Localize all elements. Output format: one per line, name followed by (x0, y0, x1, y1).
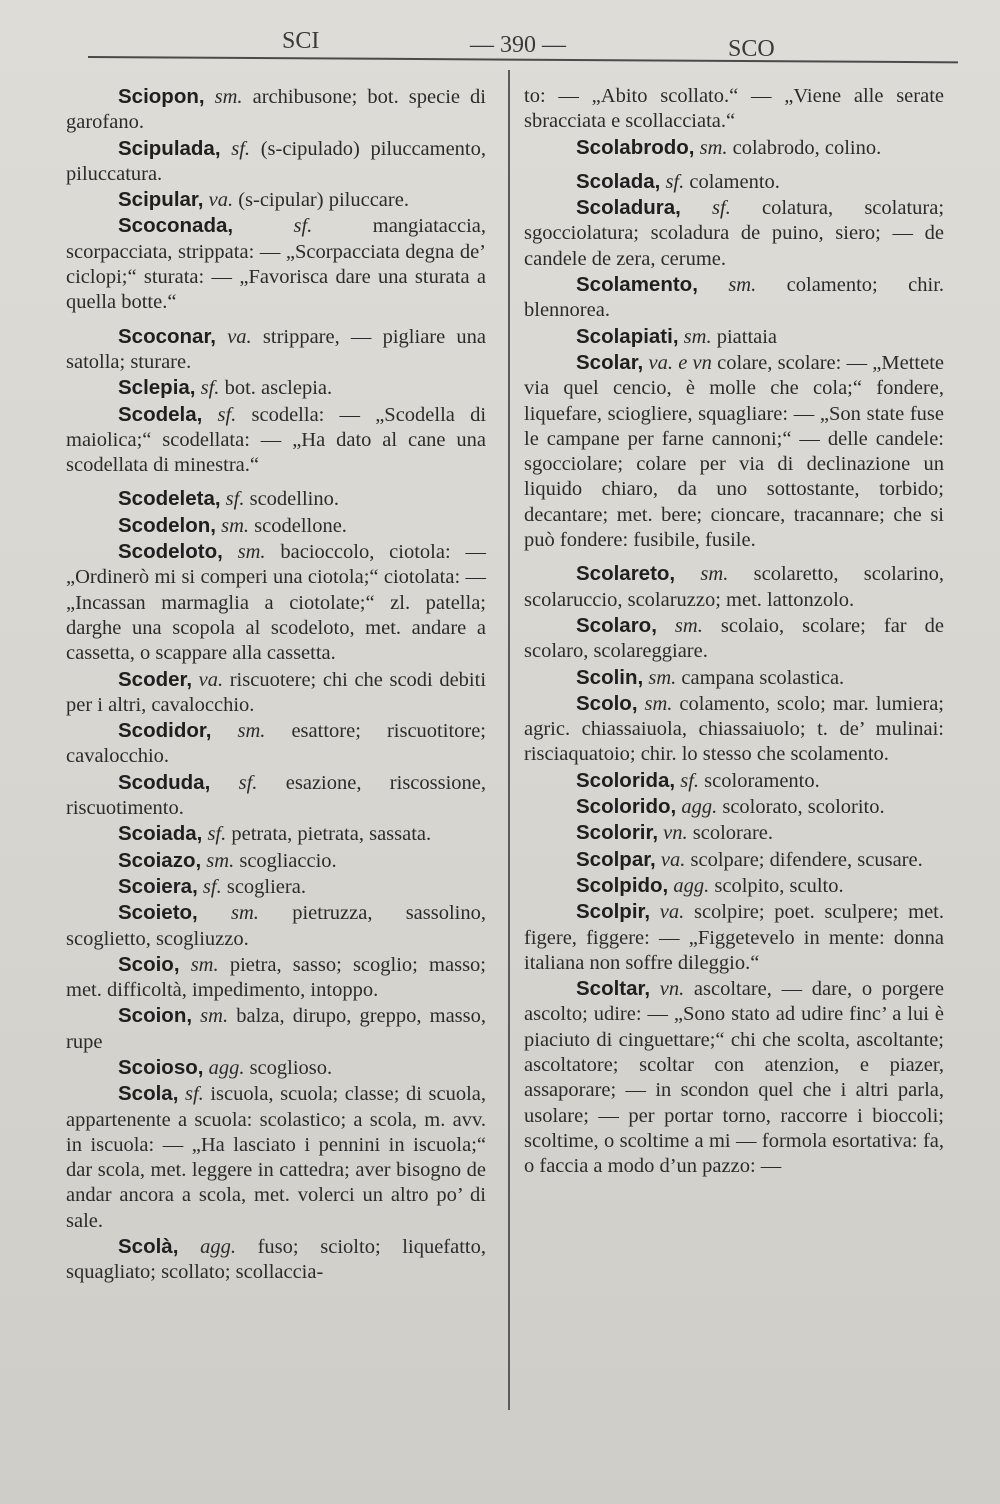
page-number: — 390 — (470, 32, 566, 58)
dictionary-entry (524, 976, 944, 1179)
dictionary-entry (524, 324, 944, 350)
entry-headword: Scolorir, (576, 821, 659, 845)
entry-definition: pietra, sasso; scoglio; masso; met. difficoltà, impedimento, intoppo. (66, 953, 486, 1002)
entry-grammar-abbrev: sm. (190, 953, 219, 976)
entry-definition: fuso; sciolto; liquefatto, squagliato; scollato; scollaccia- (66, 1236, 486, 1284)
entry-definition: (s-cipulado) piluccamento, piluccatura. (66, 137, 487, 185)
entry-headword: Scoder, (118, 667, 193, 691)
dictionary-entry (66, 1055, 486, 1081)
entry-definition: pietruzza, sassolino, scoglietto, scogliuzzo. (66, 902, 487, 950)
running-head-right: SCO (728, 36, 775, 62)
entry-definition: colamento, scolo; mar. lumiera; agric. chiassaiuola, chiassaiuolo; t. de’ mulinai: risciaquatoio; chir. lo stesso che scolamento. (524, 692, 944, 766)
entry-headword: Scolabrodo, (576, 135, 695, 159)
dictionary-entry (524, 873, 944, 899)
dictionary-entry (66, 952, 486, 1004)
dictionary-entry (524, 691, 944, 768)
entry-grammar-abbrev: sm. (674, 614, 703, 637)
entry-definition: riscuotere; chi che scodi debiti per i altri, cavalocchio. (66, 668, 487, 716)
entry-grammar-abbrev: sf. (680, 769, 700, 792)
dictionary-entry (524, 665, 944, 691)
entry-grammar-abbrev: sf. (184, 1083, 204, 1106)
entry-headword: Scolorida, (576, 768, 676, 792)
entry-grammar-abbrev: sm. (644, 692, 673, 715)
entry-grammar-abbrev: sm. (648, 666, 677, 689)
entry-headword: Scolapiati, (576, 324, 679, 348)
entry-grammar-abbrev: agg. (681, 796, 718, 819)
entry-headword: Scoiada, (118, 822, 203, 846)
entry-definition: esazione, riscossione, riscuotimento. (66, 771, 487, 820)
running-head-left: SCI (282, 28, 320, 54)
entry-grammar-abbrev: va. (659, 901, 685, 924)
entry-headword: Scoiazo, (118, 848, 202, 872)
dictionary-entry (66, 486, 486, 512)
entry-grammar-abbrev: va. e vn (648, 351, 712, 374)
entry-headword: Sciopon, (118, 85, 205, 108)
entry-grammar-abbrev: agg. (208, 1056, 245, 1079)
dictionary-entry (66, 821, 486, 847)
dictionary-entry (524, 169, 944, 195)
dictionary-entry (66, 375, 486, 401)
entry-definition: esattore; riscuotitore; cavalocchio. (66, 720, 487, 768)
dictionary-entry (524, 613, 944, 665)
entry-definition: scolpare; difendere, scusare. (690, 848, 923, 871)
dictionary-entry (524, 794, 944, 820)
entry-grammar-abbrev: sm. (699, 136, 728, 159)
entry-definition: (s-cipular) piluccare. (238, 189, 409, 212)
entry-headword: Scolpir, (576, 900, 651, 924)
entry-grammar-abbrev: sm. (231, 902, 259, 925)
entry-grammar-abbrev: sf. (293, 215, 313, 238)
right-column (524, 84, 944, 1179)
entry-grammar-abbrev: sm. (237, 541, 266, 564)
entry-headword: Scodeloto, (118, 540, 223, 564)
entry-definition: ascoltare, — dare, o porgere ascolto; udire: — „Sono stato ad udire finc’ a lui è piaciuto di cinguettare;“ chi che scolta, ascoltante; ascoltatore; scoltar con atenzion, e piazer, assaporare; — in scondon quel che i altri parla, usolare; — per portar torno, raccorre i bioccoli; scoltime, o scoltime a mi — formola esortativa: fa, o faccia a modo d’un pazzo: — (524, 978, 944, 1178)
entry-headword: Scola, (118, 1082, 179, 1106)
dictionary-entry (66, 324, 486, 376)
dictionary-entry (66, 1234, 486, 1286)
dictionary-entry (524, 820, 944, 846)
entry-grammar-abbrev: va. (208, 189, 234, 212)
entry-definition: balza, dirupo, greppo, masso, rupe (66, 1005, 487, 1053)
entry-grammar-abbrev: vn. (659, 978, 685, 1001)
entry-definition: strippare, — pigliare una satolla; sturare. (66, 325, 487, 373)
entry-grammar-abbrev: va. (227, 325, 252, 348)
dictionary-entry (524, 195, 944, 272)
dictionary-entry (524, 135, 944, 161)
dictionary-entry (524, 84, 944, 135)
entry-grammar-abbrev: sf. (217, 403, 237, 426)
entry-grammar-abbrev: sm. (700, 563, 729, 586)
dictionary-entry (524, 847, 944, 873)
entry-grammar-abbrev: sm. (206, 849, 235, 872)
entry-headword: Scolpido, (576, 873, 669, 897)
entry-grammar-abbrev: sf. (665, 170, 685, 193)
entry-definition: mangiataccia, scorpacciata, strippata: — „Scorpacciata degna de’ ciclopi;“ sturata: — „Favorisca dare una sturata a quella botte.“ (66, 215, 487, 314)
entry-headword: Scolo, (576, 691, 638, 715)
entry-definition: colatura, scolatura; sgocciolatura; scoladura de puino, siero; — de candele de zera, cerume. (524, 197, 945, 270)
dictionary-entry (524, 768, 944, 794)
entry-definition: scogliaccio. (239, 849, 337, 872)
entry-headword: Scoion, (118, 1004, 193, 1028)
dictionary-entry (66, 874, 486, 900)
entry-grammar-abbrev: vn. (663, 822, 688, 845)
entry-headword: Scodela, (118, 402, 203, 426)
dictionary-entry (66, 187, 486, 213)
entry-grammar-abbrev: sf. (231, 137, 251, 160)
entry-definition: scolorare. (692, 822, 774, 845)
entry-definition: scoloramento. (704, 769, 820, 792)
dictionary-entry (66, 513, 486, 539)
entry-definition: scolpito, sculto. (714, 874, 844, 897)
entry-headword: Scipulada, (118, 136, 221, 160)
entry-headword: Scoconada, (118, 214, 234, 238)
entry-grammar-abbrev: agg. (673, 874, 710, 897)
entry-grammar-abbrev: va. (198, 668, 224, 691)
entry-grammar-abbrev: sm. (200, 1005, 229, 1028)
entry-definition: piattaia (716, 325, 778, 348)
dictionary-entry (66, 539, 486, 666)
entry-headword: Scoiera, (118, 874, 198, 898)
entry-headword: Sclepia, (118, 376, 196, 400)
entry-headword: Scoltar, (576, 977, 651, 1001)
entry-headword: Scolorido, (576, 795, 677, 819)
entry-headword: Scolada, (576, 169, 661, 193)
entry-definition: colabrodo, colino. (732, 136, 882, 159)
entry-definition: campana scolastica. (681, 666, 845, 689)
dictionary-entry (66, 667, 486, 719)
entry-grammar-abbrev: sf. (712, 197, 731, 220)
dictionary-entry (66, 900, 486, 952)
entry-grammar-abbrev: sf. (207, 823, 227, 846)
entry-definition: scodella: — „Scodella di maiolica;“ scodellata: — „Ha dato al cane una scodellata di minestra.“ (66, 403, 487, 477)
left-column (66, 84, 486, 1286)
dictionary-entry (66, 770, 486, 822)
entry-definition: scolaretto, scolarino, scolaruccio, scolaruzzo; met. lattonzolo. (524, 563, 945, 611)
entry-grammar-abbrev: sf. (200, 377, 220, 400)
entry-definition: colamento. (689, 170, 780, 193)
entry-grammar-abbrev: sm. (214, 86, 243, 108)
entry-definition: archibusone; bot. specie di garofano. (66, 86, 487, 134)
entry-grammar-abbrev: sm. (683, 325, 712, 348)
dictionary-entry (66, 848, 486, 874)
entry-definition: scolaio, scolare; far de scolaro, scolareggiare. (524, 614, 944, 663)
entry-definition: scolpire; poet. sculpere; met. figere, figgere: — „Figgetevelo in mente: donna italiana non soffre dileggio.“ (524, 901, 944, 974)
dictionary-entry (66, 1081, 486, 1234)
entry-headword: Scoio, (118, 952, 180, 976)
entry-headword: Scoieto, (118, 901, 198, 925)
entry-definition: bot. asclepia. (224, 377, 333, 400)
dictionary-entry (524, 561, 944, 613)
entry-headword: Scolaro, (576, 613, 657, 637)
entry-headword: Scolà, (118, 1235, 179, 1259)
entry-headword: Scolar, (576, 350, 644, 374)
dictionary-entry (524, 350, 944, 553)
dictionary-entry (524, 272, 944, 324)
entry-grammar-abbrev: agg. (200, 1236, 236, 1259)
entry-headword: Scolpar, (576, 847, 656, 871)
entry-headword: Scodelon, (118, 513, 216, 537)
entry-headword: Scodeleta, (118, 487, 221, 511)
entry-grammar-abbrev: sm. (237, 720, 266, 743)
entry-grammar-abbrev: sm. (221, 514, 250, 537)
entry-headword: Scolin, (576, 665, 644, 689)
entry-definition: scogliera. (226, 875, 306, 898)
entry-headword: Scoioso, (118, 1055, 204, 1079)
dictionary-entry (66, 402, 486, 479)
entry-definition: petrata, pietrata, sassata. (231, 823, 432, 846)
entry-definition: colare, scolare: — „Mettete via quel cencio, è molle che cola;“ fondere, liquefare, sciogliere, squagliare: — „Son state fuse le campane per farne cannoni;“ — delle candele: sgocciolare; colare per via di declinazione un liquido chiaro, da uno sottostante, torbido; decantare; met. bere; cioncare, tracannare; che si può fondere: fusibile, fusile. (524, 351, 945, 552)
entry-grammar-abbrev: sf. (225, 488, 245, 511)
entry-definition: bacioccolo, ciotola: — „Ordinerò mi si comperi una ciotola;“ ciotolata: — „Incassan marmaglia a ciotolate;“ zl. patella; darghe una scopola al scodeloto, met. andare a cassetta, o scappare alla cassetta. (66, 541, 486, 665)
entry-headword: Scoladura, (576, 196, 681, 220)
entry-headword: Scolamento, (576, 273, 698, 297)
entry-headword: Scodidor, (118, 719, 212, 743)
entry-definition: to: — „Abito scollato.“ — „Viene alle serate sbracciata e scollacciata.“ (524, 85, 944, 133)
entry-definition: scodellone. (254, 514, 347, 537)
entry-definition: iscuola, scuola; classe; di scuola, appartenente a scuola: scolastico; a scola, m. avv. in iscuola: — „Ha lasciato i pennini in iscuola;“ dar scola, met. leggere in cattedra; aver bisogno de andar ancora a scola, met. volerci un altro po’ di sale. (66, 1083, 487, 1232)
entry-grammar-abbrev: sf. (238, 771, 258, 794)
dictionary-entry (524, 899, 944, 976)
entry-headword: Scoduda, (118, 770, 211, 794)
entry-definition: scodellino. (249, 488, 339, 511)
entry-grammar-abbrev: sm. (728, 274, 757, 297)
dictionary-entry (66, 1003, 486, 1055)
entry-headword: Scolareto, (576, 562, 676, 586)
dictionary-entry (66, 136, 486, 188)
entry-grammar-abbrev: sf. (202, 875, 222, 898)
entry-definition: scolorato, scolorito. (722, 796, 885, 819)
entry-definition: scoglioso. (249, 1056, 333, 1079)
dictionary-entry (66, 213, 486, 315)
entry-headword: Scoconar, (118, 324, 216, 348)
dictionary-entry (66, 84, 486, 136)
dictionary-entry (66, 718, 486, 770)
entry-grammar-abbrev: va. (660, 848, 686, 871)
entry-definition: colamento; chir. blennorea. (524, 274, 945, 322)
column-divider (508, 70, 510, 1410)
entry-headword: Scipular, (118, 188, 204, 212)
